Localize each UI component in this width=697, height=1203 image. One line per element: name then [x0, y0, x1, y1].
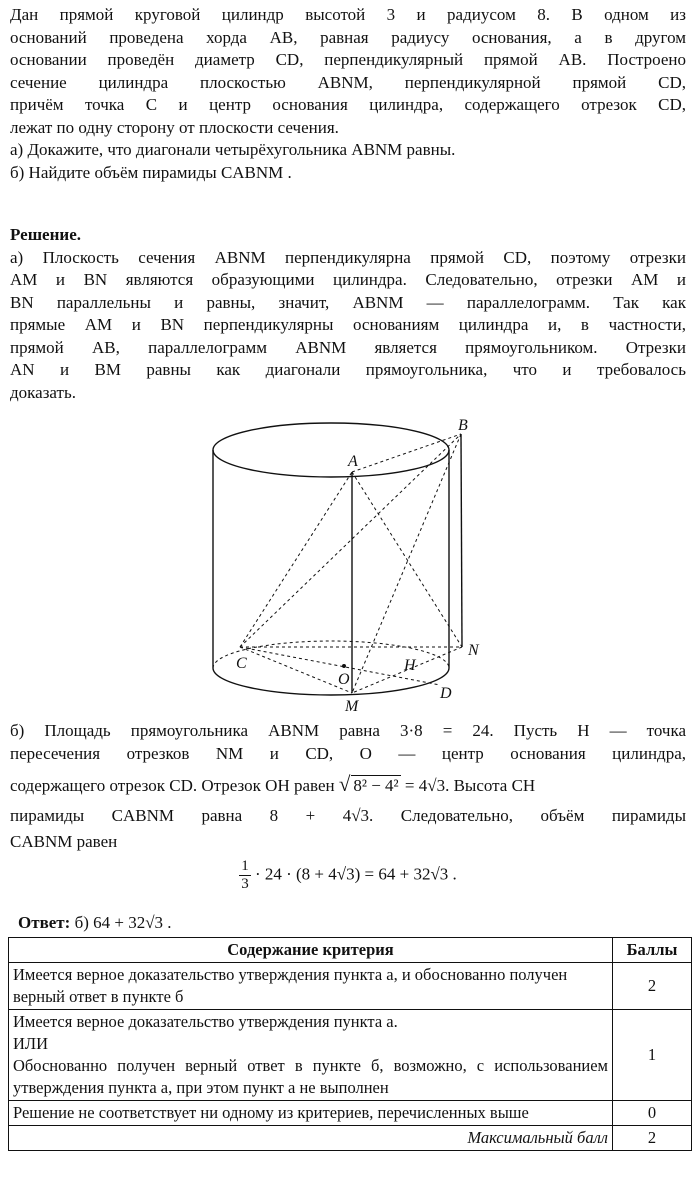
criterion-points: 1 — [613, 1010, 692, 1101]
fraction-one-third: $\frac{1}{3}$ — [241, 857, 249, 892]
label-N: N — [468, 642, 479, 659]
segment-BN — [461, 434, 462, 647]
solution-line: а) Плоскость сечения ABNM перпендикулярна прямой CD, поэтому отрезки — [10, 247, 686, 267]
header-content: Содержание критерия — [9, 938, 613, 963]
problem-line: оснований проведена хорда AB, равная радиусу основания, а в другом — [10, 27, 686, 47]
solution-b-line: б) Площадь прямоугольника ABNM равна 3·8 = 24. Пусть H — точка — [10, 721, 686, 740]
solution-part-a — [10, 224, 686, 404]
criterion-points: 2 — [613, 963, 692, 1010]
solution-line: прямые AM и BN перпендикулярны основаниям цилиндра и, в частности, — [10, 315, 686, 334]
table-row — [9, 1101, 692, 1126]
solution-line: AN и BM равны как диагонали прямоугольника, что и требовалось — [10, 360, 686, 379]
answer-label: Ответ: — [18, 913, 71, 932]
solution-line: прямой AB, параллелограмм ABNM является прямоугольником. Отрезки — [10, 337, 686, 357]
problem-line: причём точка C и центр основания цилиндра, содержащего отрезок CD, — [10, 95, 686, 114]
max-score-label: Максимальный балл — [9, 1126, 613, 1151]
label-O: O — [338, 671, 350, 688]
problem-part-b: б) Найдите объём пирамиды CABNM . — [10, 162, 292, 182]
max-score-value: 2 — [613, 1126, 692, 1151]
radicand: 8² − 4² — [353, 776, 399, 795]
solution-b-line: пересечения отрезков NM и CD, O — центр основания цилиндра, — [10, 743, 686, 763]
volume-formula: $\frac{1}{3}$ · 24 · (8 + 4√3) = 64 + 32√3 . — [241, 857, 457, 892]
segment-CM — [240, 647, 352, 693]
cylinder-diagram — [200, 412, 500, 714]
solution-b-line: содержащего отрезок CD. Отрезок OH равен √ 8² − 4² = 4√3. Высота CH — [10, 772, 536, 796]
table-row — [9, 963, 692, 1010]
label-C: C — [236, 655, 247, 672]
solution-heading: Решение. — [10, 225, 81, 244]
solution-line: доказать. — [10, 382, 76, 402]
center-point-O — [342, 664, 346, 668]
problem-line: Дан прямой круговой цилиндр высотой 3 и радиусом 8. В одном из — [10, 5, 686, 24]
problem-part-a: а) Докажите, что диагонали четырёхугольника ABNM равны. — [10, 140, 456, 159]
label-H: H — [404, 657, 416, 674]
solution-b-line: CABNM равен — [10, 832, 118, 851]
criterion-text: Имеется верное доказательство утверждения пункта а, и обоснованно получен верный ответ в пункте б — [9, 963, 613, 1010]
label-A: A — [348, 453, 358, 470]
answer — [18, 912, 172, 935]
answer-value: б) 64 + 32√3 . — [74, 913, 172, 932]
problem-statement — [10, 4, 686, 184]
problem-line: основании проведён диаметр CD, перпендикулярный прямой AB. Построено — [10, 50, 686, 69]
header-points: Баллы — [613, 938, 692, 963]
segment-AB — [352, 434, 461, 472]
solution-line: BN параллельны и равны, значит, ABNM — параллелограмм. Так как — [10, 292, 686, 312]
label-D: D — [440, 685, 452, 702]
criterion-points: 0 — [613, 1101, 692, 1126]
top-base-ellipse — [213, 423, 449, 477]
label-M: M — [345, 698, 359, 714]
criteria-table — [8, 937, 692, 1151]
label-B: B — [458, 417, 468, 434]
segment-CA — [240, 472, 352, 647]
diagonal-AN — [352, 472, 462, 647]
problem-line: сечение цилиндра плоскостью ABNM, перпендикулярной прямой CD, — [10, 72, 686, 92]
problem-line: лежат по одну сторону от плоскости сечения. — [10, 117, 339, 137]
criterion-text: Решение не соответствует ни одному из критериев, перечисленных выше — [9, 1101, 613, 1126]
table-header-row — [9, 938, 692, 963]
table-footer-row — [9, 1126, 692, 1151]
criterion-text: Имеется верное доказательство утверждения пункта а. ИЛИ Обоснованно получен верный ответ в пункте б, возможно, с использованием утверждения пункта а, при этом пункт а не выполнен — [9, 1010, 613, 1101]
solution-part-b — [10, 720, 686, 893]
solution-b-line: пирамиды CABNM равна 8 + 4√3. Следовательно, объём пирамиды — [10, 806, 686, 825]
solution-line: AM и BN являются образующими цилиндра. Следовательно, отрезки AM и — [10, 270, 686, 289]
table-row — [9, 1010, 692, 1101]
